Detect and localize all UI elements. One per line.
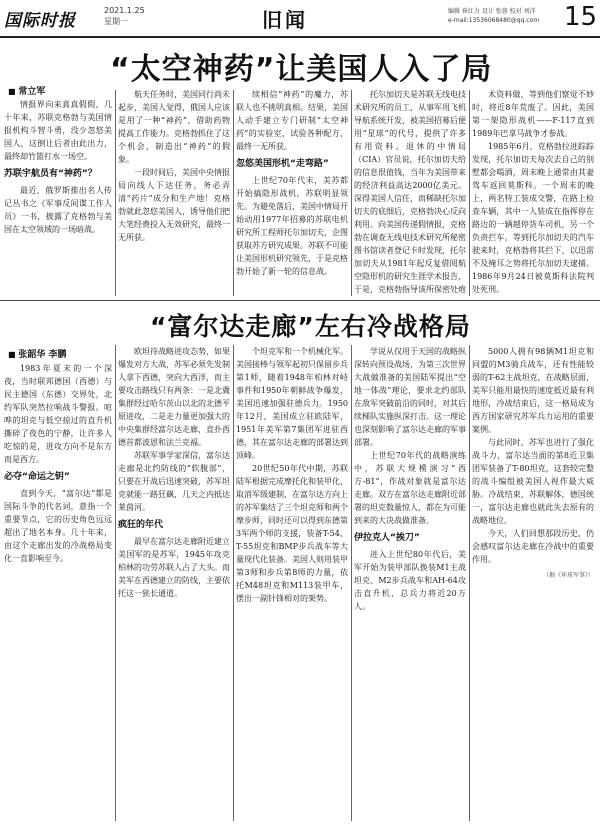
article1-subheading-2: 忽悠美国形机“走弯路” xyxy=(236,159,329,169)
article2-col1-paragraphs xyxy=(4,362,112,466)
article1-column-4 xyxy=(354,88,466,296)
article1-col5-paragraphs xyxy=(472,88,594,296)
article1-subheading-1: 苏联宇航员有“神药”？ xyxy=(4,169,97,179)
article2-col3-paragraphs xyxy=(236,345,348,605)
column-divider xyxy=(469,90,470,296)
article-paragraph: 最早在富尔达走廊附近建立美国军的是苏军，1945年攻克柏林的功劳苏联人占了大头。而美军在西德建立的防线，主要依托这一狭长通道。 xyxy=(118,537,230,598)
column-divider xyxy=(469,345,470,821)
article2-column-5 xyxy=(472,345,594,822)
article2-col2-after xyxy=(118,535,230,600)
article1-column-5 xyxy=(472,88,594,296)
article1-col1-after xyxy=(4,184,112,236)
article1-col2-paragraphs xyxy=(118,88,230,244)
article2-headline: “富尔达走廊”左右冷战格局 xyxy=(150,312,471,341)
article-paragraph: 最近，俄罗斯推出名人传记丛书之《军事反间谍工作人员》一书，披露了克格勃与美国在太空领域的一场暗战。 xyxy=(4,186,112,234)
article1-column-3 xyxy=(236,88,348,296)
article-paragraph: 上世纪70年代末，美苏都开始搞隐形战机，苏联明显领先。为避免落后，美国中情局开始动用1977年招募的苏联电机研究所工程师托尔加切夫，企图获取苏方研究成果。苏联不可能让美国形机研究领先，于是克格勃开始了新一轮的信息战。 xyxy=(236,176,348,276)
article-paragraph: 情报界向来真真假假，几十年来，苏联克格勃与美国情报机构斗智斗勇，没少忽悠美国人，这倒让后者由此出力，最终却竹篮打水一场空。 xyxy=(4,100,112,161)
article-paragraph: 与此同时，苏军也进行了强化战斗力，富尔达当面的第8近卫集团军装备了T-80坦克，这套较完整的战斗编组被美国人视作最大威胁。冷战结束，苏联解体，德国统一，富尔达走廊也就此失去原有的战略地位。 xyxy=(472,438,594,525)
article-paragraph: 直到今天，“富尔达”都是国际斗争的代名词，意指一个重要节点，它的历史角色远远超出了地名本身。几十年来，由这个走廊出发的冷战格局变化一直影响至今。 xyxy=(4,489,112,563)
article2-column-2 xyxy=(118,345,230,822)
article2-col4-paragraphs xyxy=(354,345,466,527)
article1-col3-paragraphs xyxy=(236,88,348,153)
weekday-line: 星期一 xyxy=(104,17,128,26)
article-paragraph: 续相信“神药”的魔力，苏联人也不挑明真相。结果，美国人动手建立专门研制“太空神药”的实验室，试验各种配方，最终一无所获。 xyxy=(236,90,348,151)
article-separator xyxy=(0,300,600,301)
article2-col4-after xyxy=(354,548,466,613)
article2-subheading-1: 必夺“命运之钥” xyxy=(4,472,70,482)
column-divider xyxy=(233,90,234,296)
page-number: 15 xyxy=(564,2,598,32)
article-paragraph: 上世纪70年代的战略演练中，苏联大规模演习“西方-81”，作战对象就是富尔达走廊。双方在富尔达走廊附近部署的坦克数量惊人，都在为可能到来的大决战做准备。 xyxy=(354,451,466,525)
article2-col5-paragraphs xyxy=(472,345,594,566)
article1-col3-after xyxy=(236,174,348,278)
column-divider xyxy=(115,90,116,296)
date-line: 2021.1.25 xyxy=(104,6,145,15)
article-paragraph: 一段时间后，美国中央情报局向线人下达任务，务必弄清“药片”成分和生产地！克格勃就此忽悠美国人，诱导他们把大笔经费投入无效研究，最终一无所获。 xyxy=(118,168,230,242)
column-divider xyxy=(351,90,352,296)
article2-credit: （据《环球军事》） xyxy=(542,572,594,579)
article1-col4-paragraphs xyxy=(354,88,466,296)
staff-line: 编辑 崔红力 设计 张蓉 校对 刘洋 xyxy=(448,8,536,15)
article2-subheading-2: 疯狂的年代 xyxy=(118,520,164,530)
article2-subheading-3: 伊拉克人“挨刀” xyxy=(354,533,420,543)
article1-byline: ■ 常立军 xyxy=(8,84,45,97)
column-divider xyxy=(233,345,234,821)
article1-headline: “太空神药”让美国人入了局 xyxy=(110,52,493,87)
article-paragraph: 20世纪50年代中期，苏联陆军根据完成摩托化和装甲化，取消军级建制，在富尔达方向上的苏军集结了三个坦克师和两个摩步师，同时还可以得到东德第3军两个师的支援，装备T-54、T-55坦克和BMP步兵战车等大量现代化装备。美国人则用装甲第3师和步兵第8师的力量，依托M48坦克和M113装甲车，摆出一副针锋相对的架势。 xyxy=(236,464,348,603)
article-paragraph: 欧坦待战略进攻态势，如果爆发对方大战，苏军必须先发制人拿下西德，突向大西洋，而主要攻击路线只有两条：一是北冀集群经过哈尔茨山以北的北德平原进攻，二是走力量更加强大的中央集群经富尔达走廊，直扑西德首都波恩和法兰克福。 xyxy=(118,347,230,447)
article-paragraph: 5000人拥有98辆M1坦克和同盟的M3骑兵战车，还有性能较弱的T-62主战坦克，在战略层面，美军只能用最快的速度抵近最有利地形，冷战结束后，这一格局成为西方国家研究苏军兵力运用的重要案例。 xyxy=(472,347,594,434)
article-paragraph: 今天，人们回想那段历史，仍会感叹富尔达走廊在冷战中的重要作用。 xyxy=(472,529,594,564)
article2-column-3 xyxy=(236,345,348,822)
column-divider xyxy=(115,345,116,821)
article-paragraph: 1985年6月，克格勃拉进踪踪发现，托尔加切夫每次去自己的别墅都会喝酒，周末晚上通常由其妻驾车返回莫斯科。一个周末的晚上，两名特工装成交警，在路上检查车辆，其中一人装成在指挥停在路边的一辆越停货车司机，另一个负责拦车。等到托尔加切夫的汽车驶来时，克格勃将其拦下，以迅雷不及掩耳之势将托尔加切夫逮捕。1986年9月24日被莫斯科法院判处死刑。 xyxy=(472,142,594,294)
article-paragraph: 1983年夏末的一个深夜，当时联邦德国（西德）与民主德国（东德）交界处，北约军队突然拉响战斗警报。喧哗的坦克与低空掠过的直升机撕碎了夜色的宁静，让许多人吃惊的是，进攻方向不是东方而是西方。 xyxy=(4,364,112,464)
article-paragraph: 航天任务时，美国同行尚未起步，美国人觉得，俄国人应该是用了一种“神药”，借助药物提高工作能力。克格勃抓住了这个机会，制造出“神药”的假象。 xyxy=(118,90,230,164)
newspaper-logo: 国际时报 xyxy=(4,11,76,31)
article2-column-4 xyxy=(354,345,466,822)
article-paragraph: 进入上世纪80年代后，美军开始为装甲部队换装M1主战坦克、M2步兵战车和AH-64攻击直升机，总兵力将近20万人。 xyxy=(354,550,466,611)
issue-date xyxy=(104,5,145,27)
article-paragraph: 托尔加切夫是苏联无线电技术研究所的员工，从事军用飞机导航系统开发，被美国招募后便用“星球”的代号，提供了许多有用资料。退休的中情局（CIA）官员说，托尔加切夫给的信息很值钱，当年为美国带来的经济利益高达2000亿美元。深得美国人信任，而稀缺托尔加切夫的底细后，克格勃决心反向利用。向美国传递假情报，克格勃在调查无线电技术研究所秘密图书馆读者登记卡时发现，托尔加切夫从1981年起反复借阅航空隐形机的研究生涯学术报告，于是，克格勃指导该所保密处炮 xyxy=(354,90,466,294)
article2-column-1 xyxy=(4,362,112,822)
article1-col1-paragraphs xyxy=(4,98,112,163)
article1-column-1 xyxy=(4,98,112,296)
article-paragraph: 个坦克军和一个机械化军。美国接棒与领军起初只保留步兵第1师，随着1948年柏林对峙事件和1950年朝鲜战争爆发，美国迅速加强驻德兵力。1950年12月，美国成立驻欧陆军，1951年美军第7集团军进驻西德，其在富尔达走廊的部署达到顶峰。 xyxy=(236,347,348,460)
article2-col1-after xyxy=(4,487,112,565)
email-line: e-mail:13536068480@qq.com xyxy=(448,17,540,24)
article2-byline: ■ 张韶华 李鹏 xyxy=(8,347,66,360)
article-paragraph: 术资料做，等到他们察觉不妙时，将近8年荒废了。因此，美国第一架隐形战机——F-117直到1989年巴拿马战争才参战。 xyxy=(472,90,594,138)
masthead xyxy=(0,0,600,38)
section-title: 旧闻 xyxy=(262,8,308,32)
column-divider xyxy=(351,345,352,821)
article2-col2-paragraphs xyxy=(118,345,230,514)
staff-credits xyxy=(448,7,560,25)
article1-column-2 xyxy=(118,88,230,296)
article-paragraph: 苏联军事学家深信，富尔达走廊是北约防线的“软腹部”，只要在开战后迅速突破，苏军坦克就能一路狂飙，几天之内抵达莱茵河。 xyxy=(118,451,230,512)
article-paragraph: 学说从仅用于天国的战略纵深转向预设战场，为第三次世界大战做准备的美国陆军提出“空地一体战”理论，要求北约部队在敌军突破前沿的同时，对其后续梯队实施纵深打击。这一理论也深刻影响了富尔达走廊的军事部署。 xyxy=(354,347,466,447)
